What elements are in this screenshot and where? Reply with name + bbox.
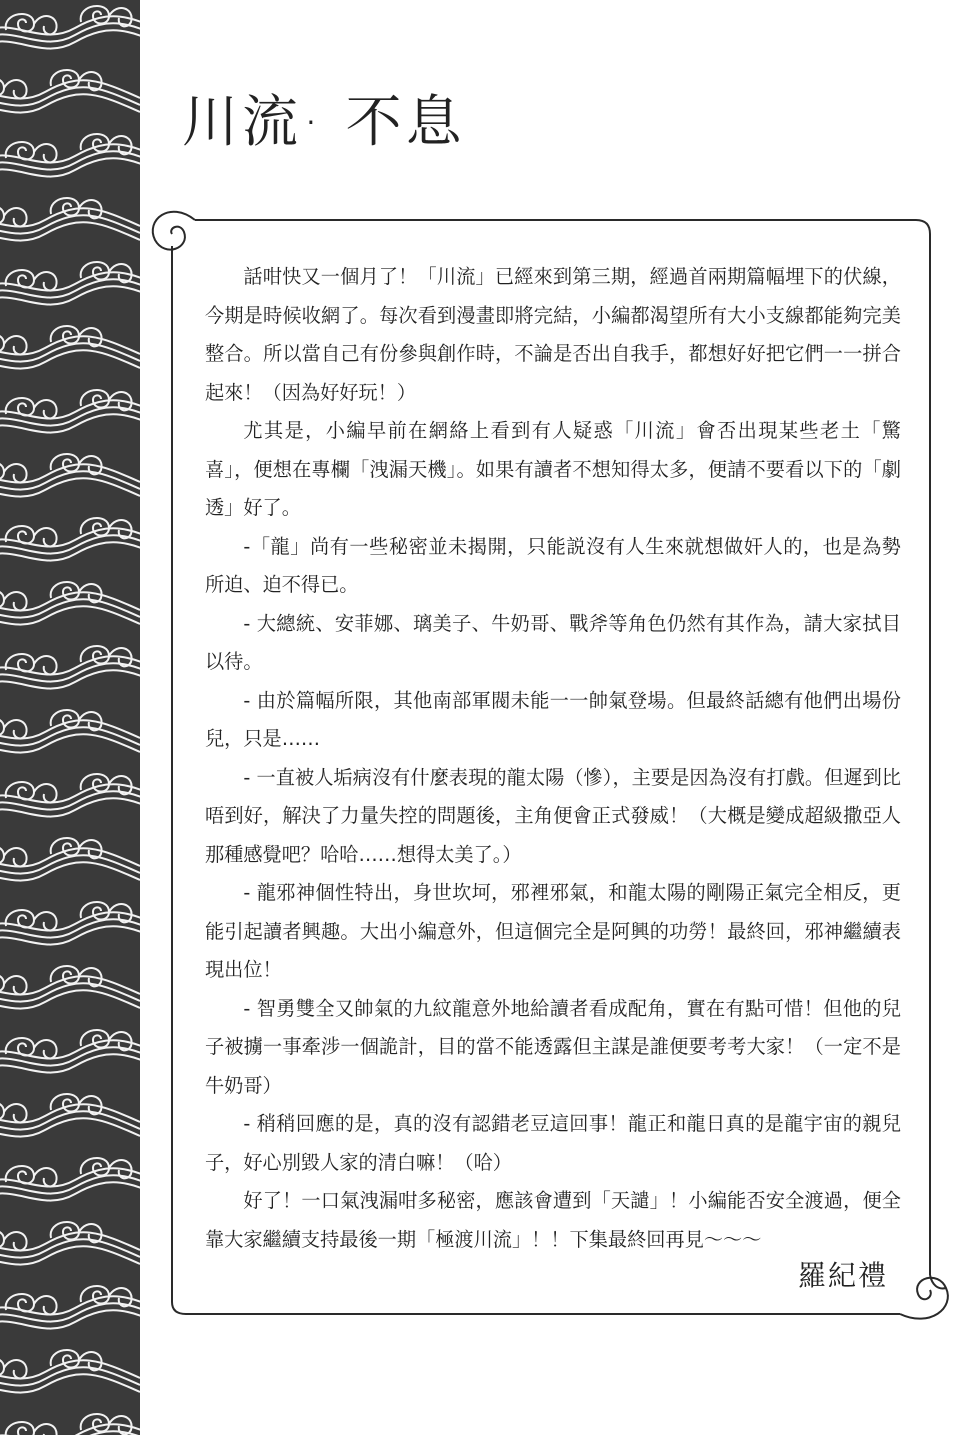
wave-motif <box>0 646 140 689</box>
wave-motif <box>0 326 140 369</box>
paragraph: - 由於篇幅所限，其他南部軍閥未能一一帥氣登場。但最終話總有他們出場份兒，只是…… <box>205 688 901 750</box>
wave-motif <box>0 966 140 1009</box>
paragraph: 尤其是，小編早前在網絡上看到有人疑惑「川流」會否出現某些老土「驚喜」，便想在專欄「洩漏天機」。如果有讀者不想知得太多，便請不要看以下的「劇透」好了。 <box>205 419 901 519</box>
wave-pattern <box>0 0 140 1435</box>
paragraph: - 智勇雙全又帥氣的九紋龍意外地給讀者看成配角，實在有點可惜！但他的兒子被擄一事牽涉一個詭計，目的當不能透露但主謀是誰便要考考大家！（一定不是牛奶哥） <box>205 996 901 1097</box>
author-signature: 羅紀禮 <box>797 1259 888 1292</box>
decorative-wave-band <box>0 0 140 1435</box>
wave-motif <box>0 838 140 881</box>
paragraph: - 大總統、安菲娜、璃美子、牛奶哥、戰斧等角色仍然有其作為，請大家拭目以待。 <box>205 611 901 673</box>
page-title: 川流· 不息 <box>182 90 466 155</box>
paragraph: - 一直被人垢病沒有什麼表現的龍太陽（慘），主要是因為沒有打戲。但遲到比唔到好，解決了力量失控的問題後，主角便會正式發威！（大概是變成超級撒亞人那種感覺吧？哈哈……想得太美了。） <box>205 765 901 866</box>
wave-motif <box>0 454 140 497</box>
wave-motif <box>0 1414 140 1435</box>
paragraph: - 龍邪神個性特出，身世坎坷，邪裡邪氣，和龍太陽的剛陽正氣完全相反，更能引起讀者興趣。大出小編意外，但這個完全是阿興的功勞！最終回，邪神繼續表現出位！ <box>205 881 901 981</box>
paragraph: 好了！一口氣洩漏咁多秘密，應該會遭到「天譴」！小編能否安全渡過，便全靠大家繼續支持最後一期「極渡川流」！！下集最終回再見～～～ <box>205 1189 901 1251</box>
wave-motif <box>0 582 140 625</box>
wave-motif <box>0 1094 140 1137</box>
wave-motif <box>0 134 140 177</box>
paragraph: -「龍」尚有一些秘密並未揭開，只能説沒有人生來就想做奸人的，也是為勢所迫、迫不得已。 <box>205 534 901 596</box>
wave-motif <box>0 774 140 817</box>
wave-motif <box>0 198 140 241</box>
paragraph: - 稍稍回應的是，真的沒有認錯老豆這回事！龍正和龍日真的是龍宇宙的親兒子，好心別毀人家的清白嘛！（哈） <box>205 1112 901 1174</box>
wave-motif <box>0 1030 140 1073</box>
wave-motif <box>0 70 140 113</box>
wave-motif <box>0 390 140 433</box>
wave-motif <box>0 1158 140 1201</box>
wave-motif <box>0 1350 140 1393</box>
paragraph: 話咁快又一個月了！「川流」已經來到第三期，經過首兩期篇幅埋下的伏線，今期是時候收網了。每次看到漫畫即將完結，小編都渴望所有大小支線都能夠完美整合。所以當自己有份參與創作時，不論是否出自我手，都想好好把它們一一拼合起來！（因為好好玩！） <box>205 265 901 404</box>
wave-motif <box>0 6 140 49</box>
wave-motif <box>0 1222 140 1265</box>
wave-motif <box>0 518 140 561</box>
wave-motif <box>0 902 140 945</box>
wave-motif <box>0 1286 140 1329</box>
wave-motif <box>0 710 140 753</box>
wave-motif <box>0 262 140 305</box>
article-body <box>205 258 901 1259</box>
